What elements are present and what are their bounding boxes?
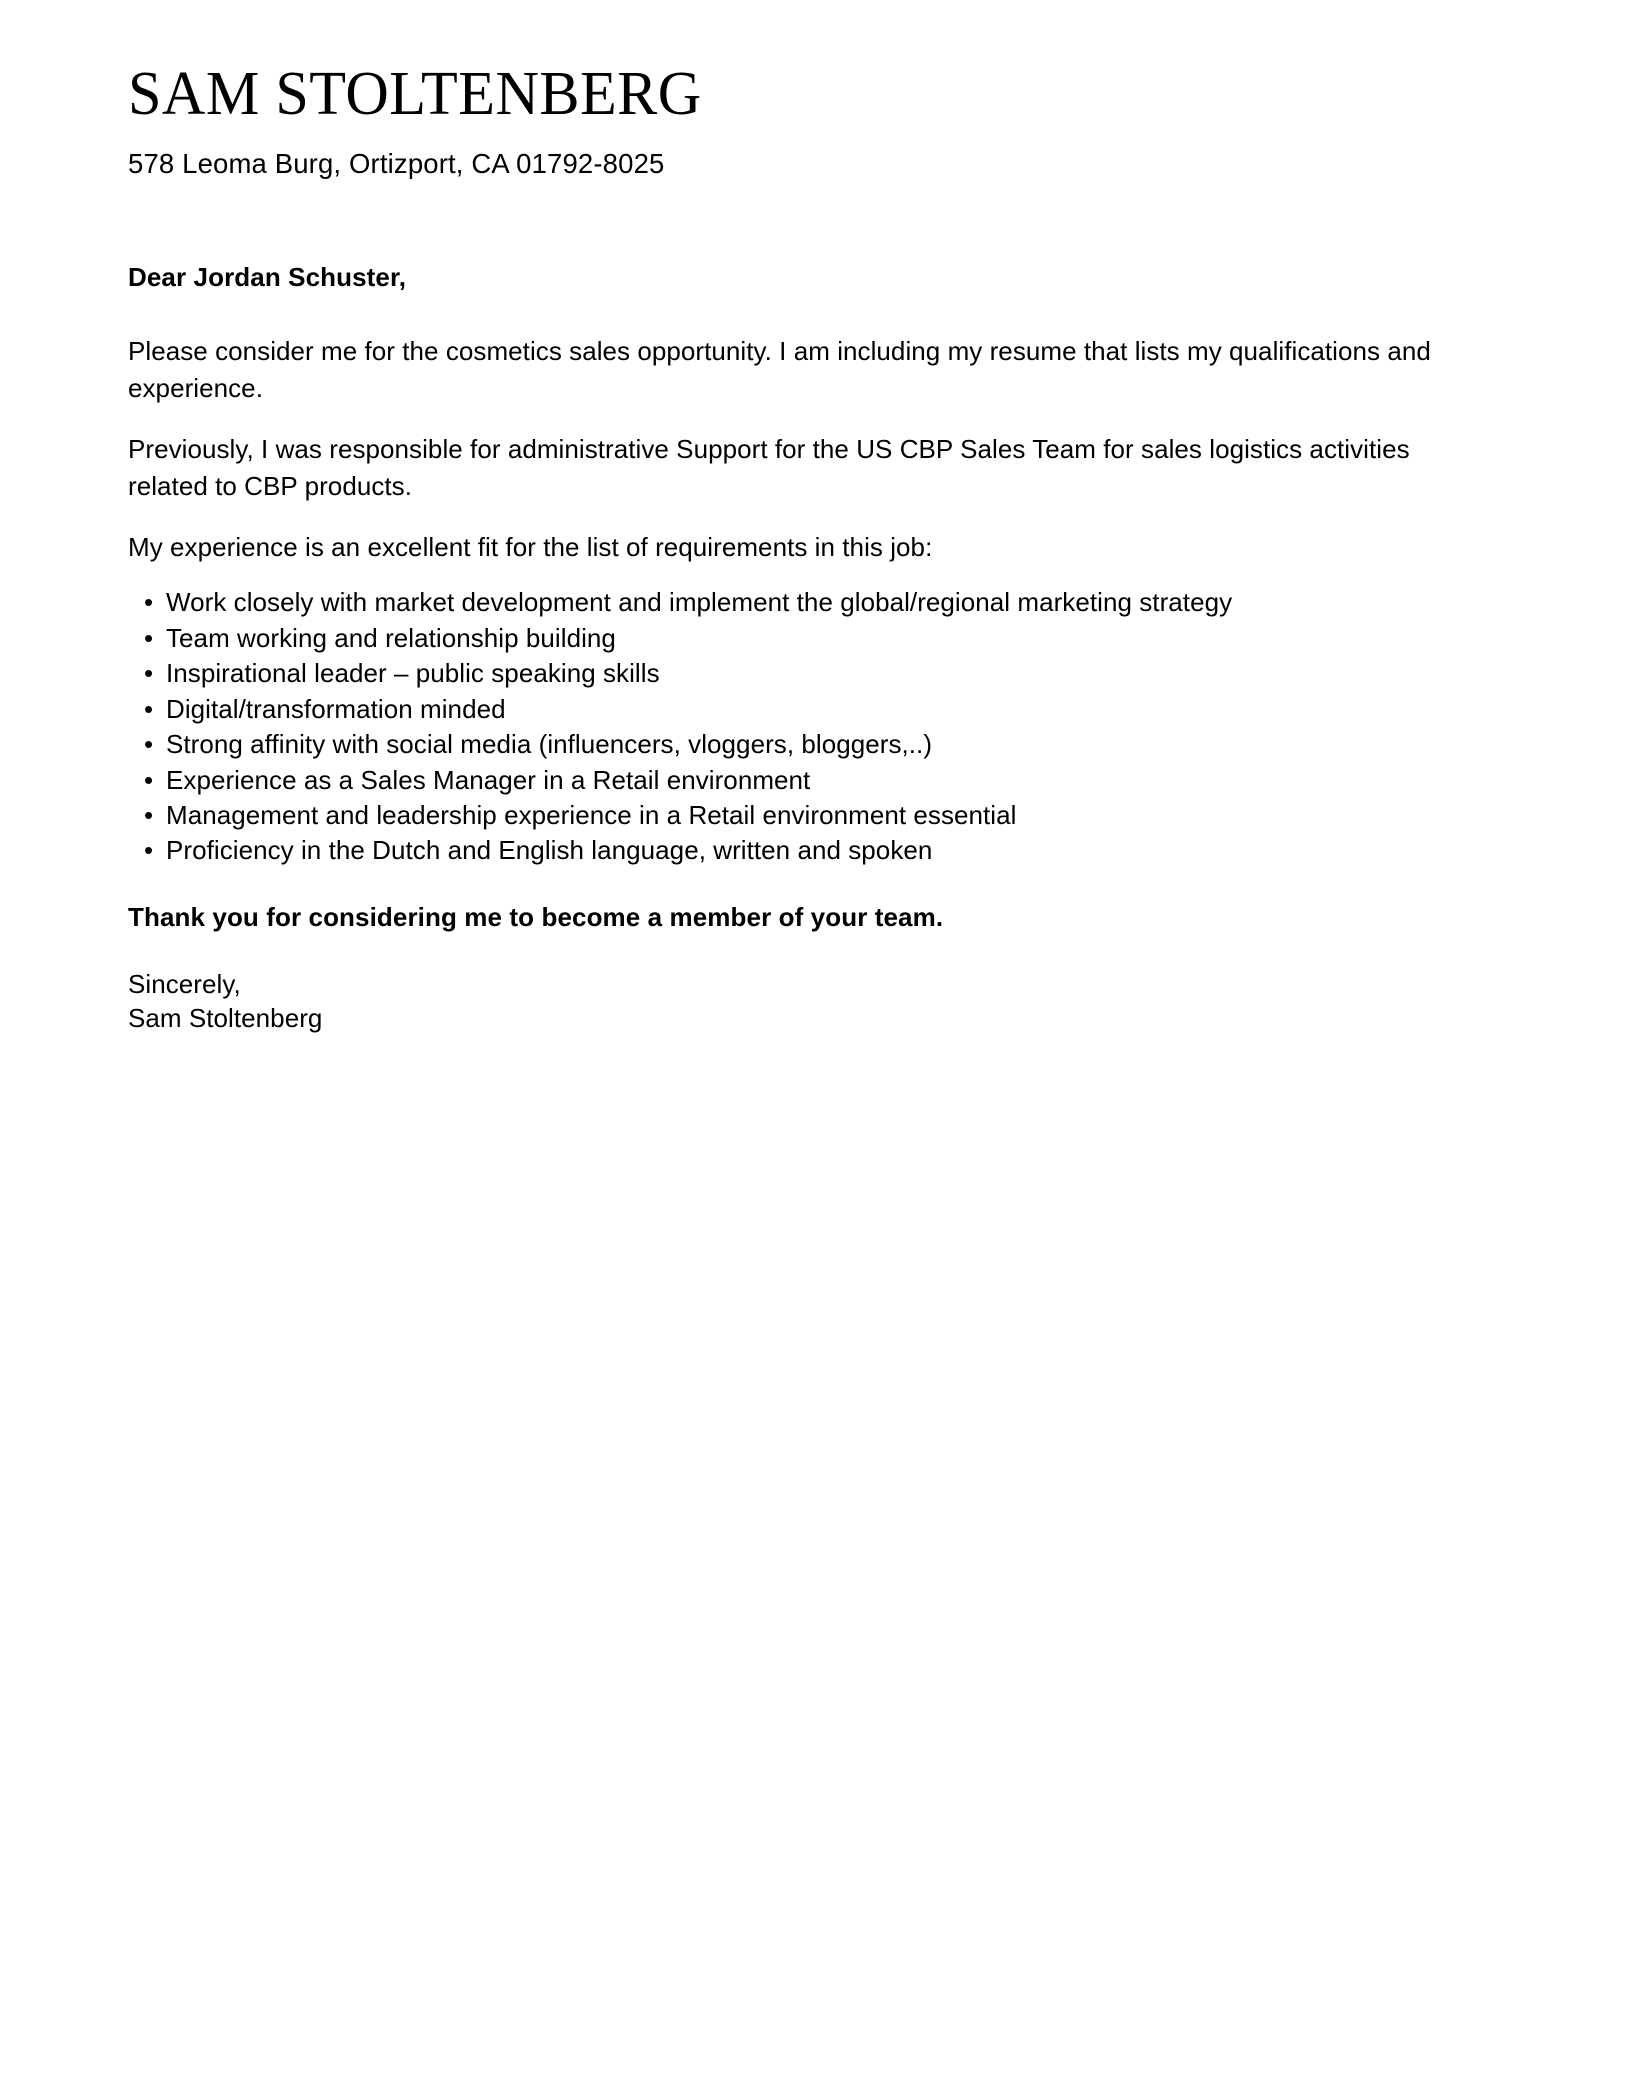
signoff-closing: Sincerely,	[128, 968, 241, 999]
letter-body	[128, 260, 1504, 1036]
page-title: SAM STOLTENBERG	[128, 60, 702, 128]
list-item-label: Team working and relationship building	[166, 622, 616, 653]
bullet-icon: •	[144, 764, 154, 795]
salutation: Dear Jordan Schuster,	[128, 261, 407, 292]
list-item-label: Strong affinity with social media (influencers, vloggers, bloggers,..)	[166, 729, 933, 760]
bullet-icon: •	[144, 587, 154, 618]
list-item	[128, 658, 1504, 688]
list-item-label: Management and leadership experience in a Retail environment essential	[166, 799, 1017, 830]
list-item	[128, 765, 1504, 795]
body-paragraph: Previously, I was responsible for administrative Support for the US CBP Sales Team for sales logistics activities related to CBP products.	[128, 433, 1410, 501]
list-item	[128, 800, 1504, 830]
list-item-label: Inspirational leader – public speaking skills	[166, 658, 660, 689]
list-item-label: Digital/transformation minded	[166, 693, 506, 724]
bullet-icon: •	[144, 622, 154, 653]
list-item-label: Proficiency in the Dutch and English language, written and spoken	[166, 835, 933, 866]
signoff-name: Sam Stoltenberg	[128, 1003, 323, 1034]
list-item	[128, 694, 1504, 724]
list-item	[128, 623, 1504, 653]
bullet-icon: •	[144, 729, 154, 760]
list-item	[128, 835, 1504, 865]
applicant-address: 578 Leoma Burg, Ortizport, CA 01792-8025	[128, 148, 665, 180]
list-item-label: Work closely with market development and implement the global/regional marketing strategy	[166, 587, 1233, 618]
requirements-list	[128, 587, 1504, 865]
list-item	[128, 729, 1504, 759]
signature-block	[128, 967, 1504, 1036]
bullet-icon: •	[144, 799, 154, 830]
list-item-label: Experience as a Sales Manager in a Retail environment	[166, 764, 811, 795]
bullet-icon: •	[144, 658, 154, 689]
list-item	[128, 587, 1504, 617]
bullet-icon: •	[144, 835, 154, 866]
body-paragraph: Please consider me for the cosmetics sales opportunity. I am including my resume that lists my qualifications and experience.	[128, 335, 1431, 403]
requirements-intro: My experience is an excellent fit for the list of requirements in this job:	[128, 531, 933, 562]
bullet-icon: •	[144, 693, 154, 724]
closing-statement: Thank you for considering me to become a member of your team.	[128, 901, 944, 932]
letter-content	[128, 0, 1504, 1035]
